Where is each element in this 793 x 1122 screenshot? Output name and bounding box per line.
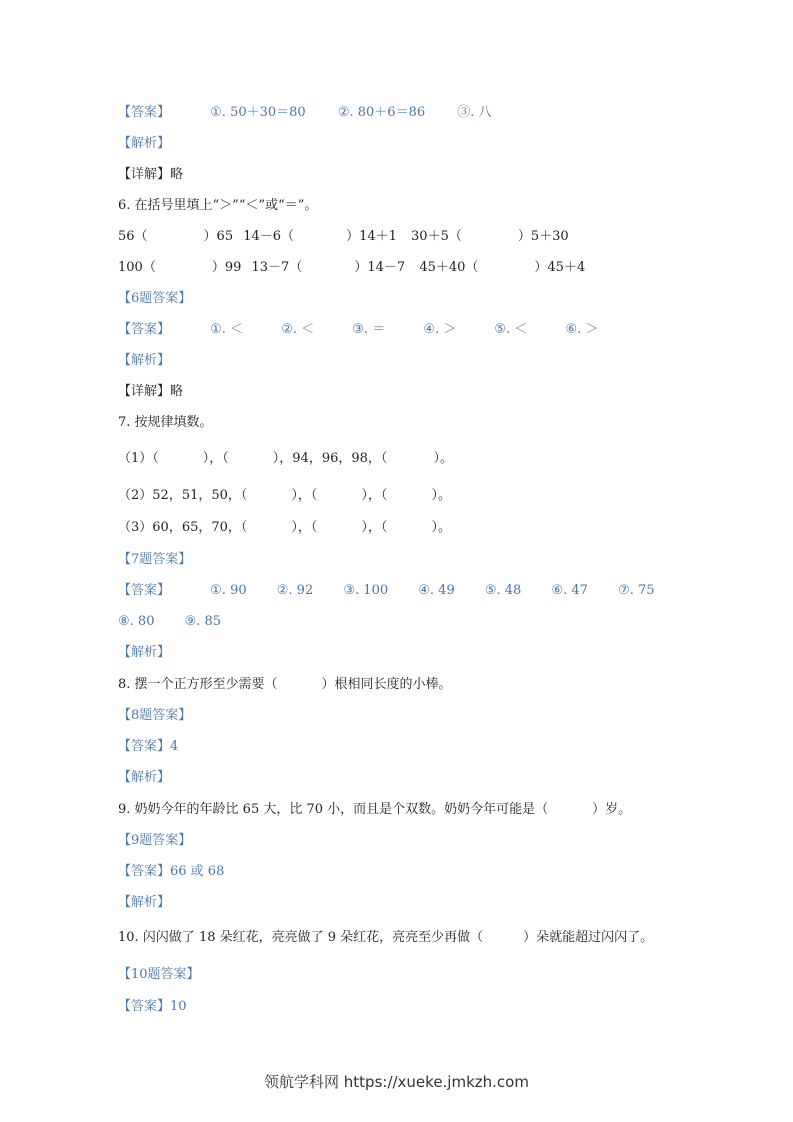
answer-item: ③. 八 xyxy=(457,105,492,120)
question-7-analysis-label: 【解析】 xyxy=(118,645,171,660)
question-9-answer-heading: 【9题答案】 xyxy=(118,833,192,848)
answer-item: ⑤. ＜ xyxy=(494,322,528,337)
answer-line-5: 【答案】 ①. 50＋30＝80 ②. 80＋6＝86 ③. 八 xyxy=(118,105,492,120)
answer-item: ③. 100 xyxy=(343,583,389,598)
footer-watermark: 领航学科网 https://xueke.jmkzh.com xyxy=(264,1073,529,1091)
answer-item: ②. 80＋6＝86 xyxy=(337,105,426,120)
answer-item: ⑤. 48 xyxy=(484,583,522,598)
question-10-title: 10. 闪闪做了 18 朵红花，亮亮做了 9 朵红花，亮亮至少再做（ ）朵就能超过闪闪了。 xyxy=(118,930,654,945)
question-8-answer-heading: 【8题答案】 xyxy=(118,708,192,723)
question-8-analysis-label: 【解析】 xyxy=(118,770,171,785)
question-10-answer: 【答案】10 xyxy=(118,999,187,1014)
analysis-label: 【解析】 xyxy=(118,136,171,151)
answer-item: ②. 92 xyxy=(276,583,314,598)
question-7-answer-heading: 【7题答案】 xyxy=(118,552,192,567)
question-9-answer: 【答案】66 或 68 xyxy=(118,864,225,879)
answer-item: ①. ＜ xyxy=(210,322,244,337)
detail-label: 【详解】略 xyxy=(118,167,184,182)
answer-item: ③. ＝ xyxy=(352,322,386,337)
answer-item: ④. ＞ xyxy=(423,322,457,337)
question-6-title: 6. 在括号里填上“＞”“＜”或“＝”。 xyxy=(118,198,318,213)
question-7-answer: 【答案】 ①. 90 ②. 92 ③. 100 ④. 49 ⑤. 48 ⑥. 47 ⑦. 75 xyxy=(118,583,655,598)
answer-item: ⑧. 80 xyxy=(118,614,155,629)
answer-item: ①. 50＋30＝80 xyxy=(210,105,306,120)
answer-item: ②. ＜ xyxy=(281,322,315,337)
answer-item: ⑦. 75 xyxy=(618,583,655,598)
question-8-answer: 【答案】4 xyxy=(118,739,179,754)
question-10-answer-heading: 【10题答案】 xyxy=(118,967,200,982)
question-7-sub-1: （1）（ ），（ ），94，96，98，（ ）。 xyxy=(118,451,453,466)
question-9-title: 9. 奶奶今年的年龄比 65 大，比 70 小，而且是个双数。奶奶今年可能是（ ）岁。 xyxy=(118,802,632,817)
question-6-row-2: 100（ ）99 13－7（ ）14－7 45＋40（ ）45＋4 xyxy=(118,260,586,275)
answer-item: ⑨. 85 xyxy=(184,614,222,629)
question-7-title: 7. 按规律填数。 xyxy=(118,415,213,430)
answer-item: ④. 49 xyxy=(418,583,455,598)
answer-item: ⑥. 47 xyxy=(551,583,588,598)
answer-item: ⑥. ＞ xyxy=(565,322,599,337)
question-8-title: 8. 摆一个正方形至少需要（ ）根相同长度的小棒。 xyxy=(118,677,452,692)
question-6-answer-heading: 【6题答案】 xyxy=(118,291,192,306)
question-7-sub-2: （2）52，51，50，（ ），（ ），（ ）。 xyxy=(118,488,451,503)
question-6-row-1: 56（ ）65 14－6（ ）14＋1 30＋5（ ）5＋30 xyxy=(118,229,569,244)
answer-item: ①. 90 xyxy=(210,583,247,598)
question-9-analysis-label: 【解析】 xyxy=(118,895,171,910)
question-6-answer: 【答案】 ①. ＜ ②. ＜ ③. ＝ ④. ＞ ⑤. ＜ ⑥. ＞ xyxy=(118,322,599,337)
question-6-analysis-label: 【解析】 xyxy=(118,353,171,368)
question-6-detail: 【详解】略 xyxy=(118,384,184,399)
question-7-answer-continued xyxy=(118,613,221,631)
question-7-sub-3: （3）60，65，70，（ ），（ ），（ ）。 xyxy=(118,520,451,535)
